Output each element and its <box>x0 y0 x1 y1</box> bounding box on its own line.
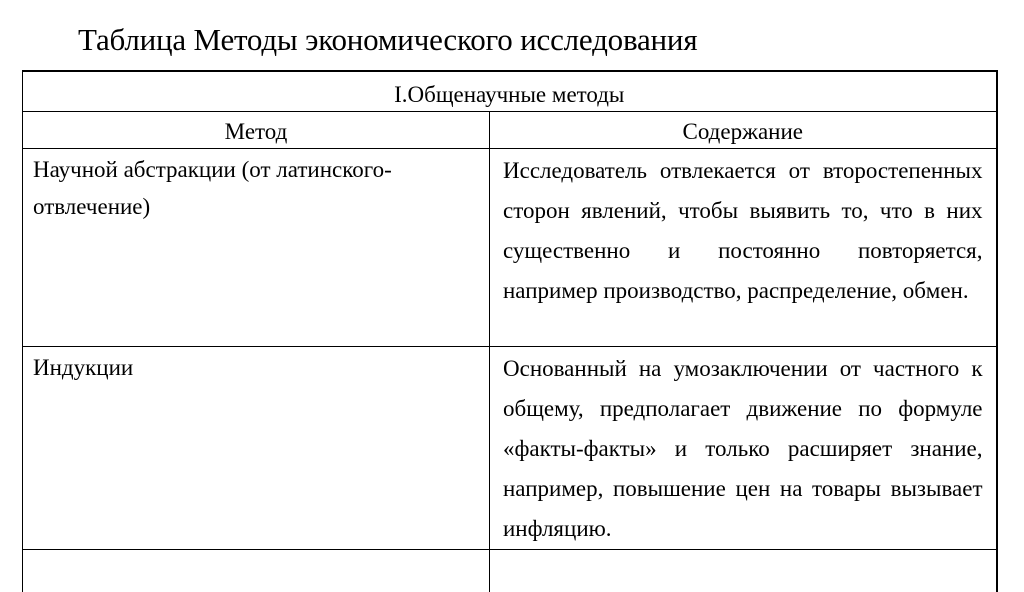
content-cell: Исследователь отвлекается от второстепенных сторон явлений, чтобы выявить то, что в них существенно и постоянно повторяется, например производство, распределение, обмен. <box>490 148 997 346</box>
empty-cell <box>23 549 490 592</box>
methods-table <box>22 70 998 592</box>
page-title: Таблица Методы экономического исследования <box>78 22 698 57</box>
table-row <box>23 346 997 549</box>
method-cell: Научной абстракции (от латинского-отвлечение) <box>23 148 490 346</box>
section-title: I.Общенаучные методы <box>23 71 997 111</box>
header-row <box>23 111 997 148</box>
method-cell: Индукции <box>23 346 490 549</box>
table-row <box>23 148 997 346</box>
content-cell: Основанный на умозаключении от частного к общему, предполагает движение по формуле «факты-факты» и только расширяет знание, например, повышение цен на товары вызывает инфляцию. <box>490 346 997 549</box>
table-row-empty <box>23 549 997 592</box>
empty-cell <box>490 549 997 592</box>
column-header-method: Метод <box>23 111 490 148</box>
column-header-content: Содержание <box>490 111 997 148</box>
section-row <box>23 71 997 111</box>
